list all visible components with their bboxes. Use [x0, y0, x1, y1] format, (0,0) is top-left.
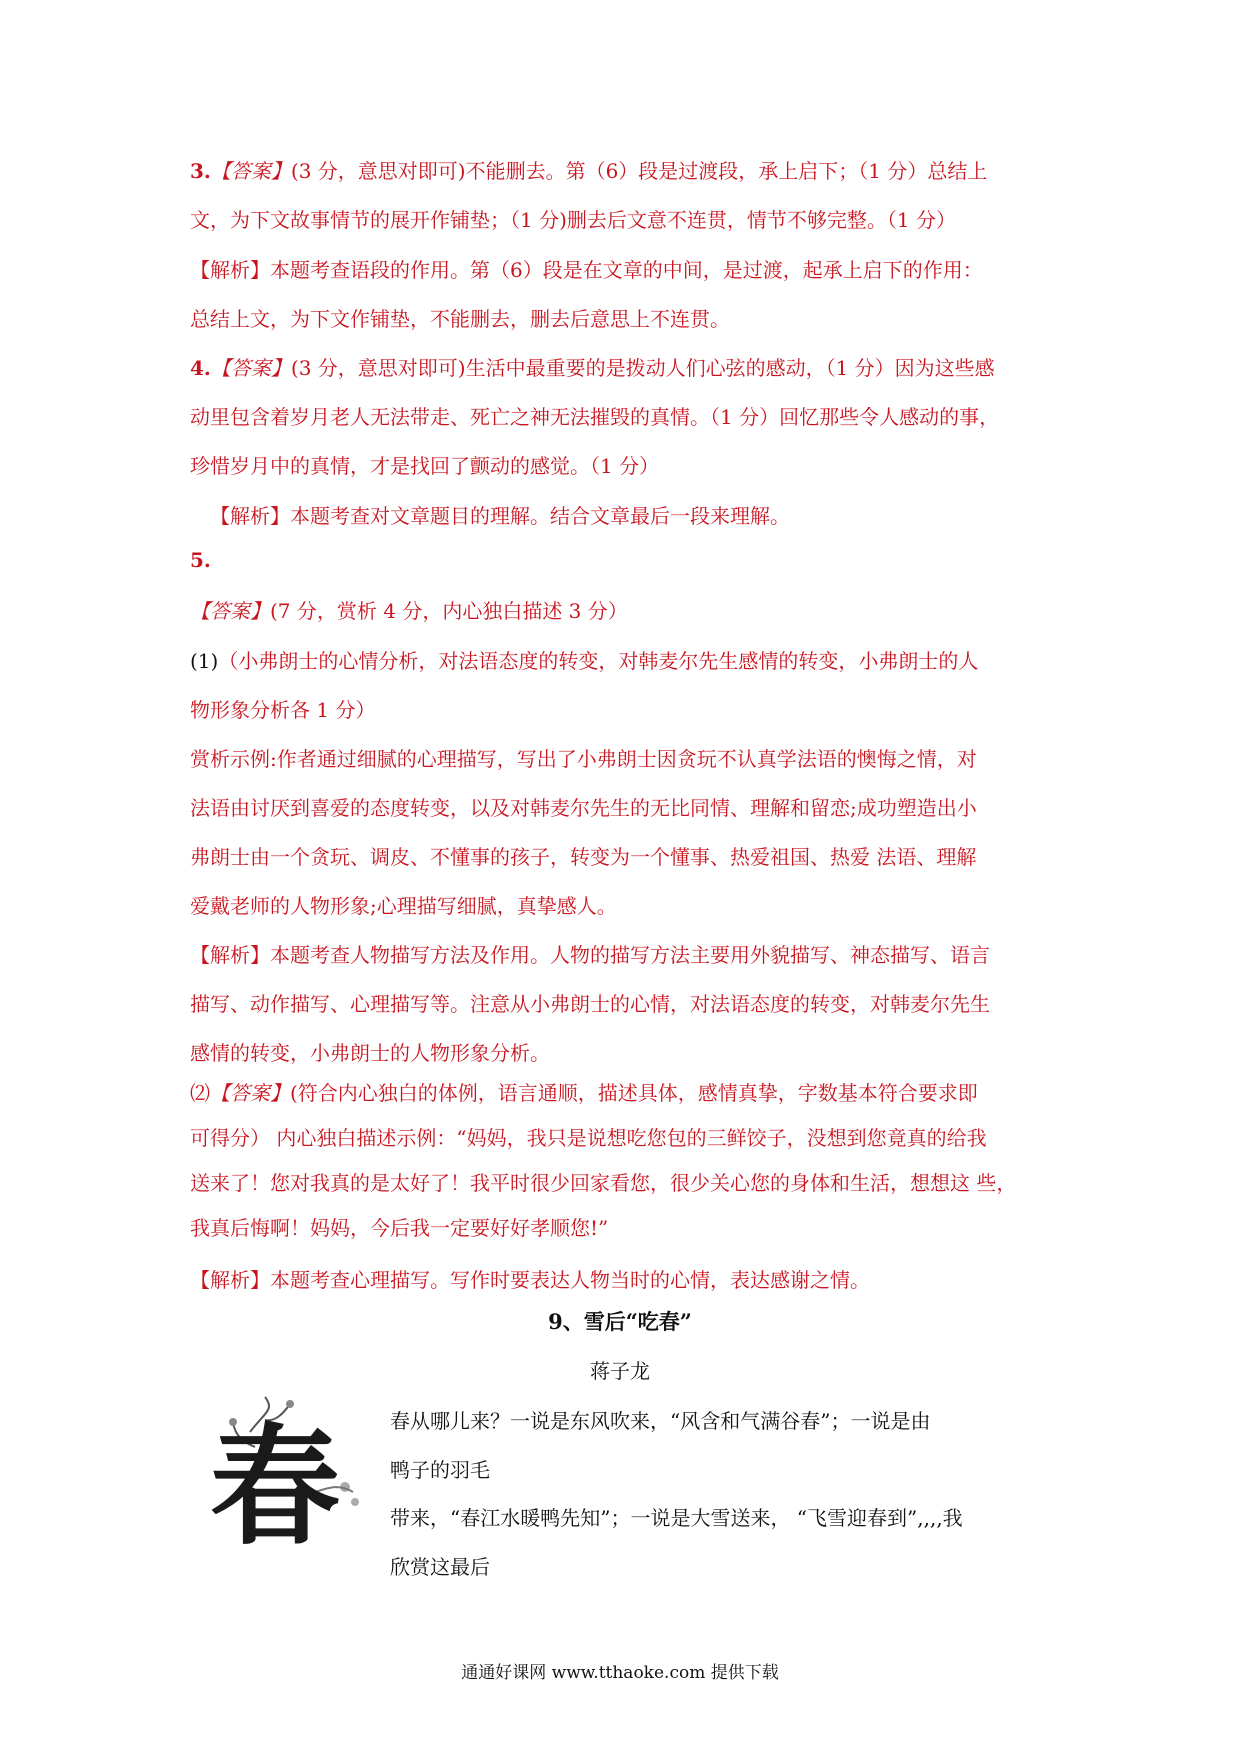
text: (符合内心独白的体例，语言通顺，描述具体，感情真挚，字数基本符合要求即: [290, 1081, 978, 1105]
chun-calligraphy-image: [195, 1392, 370, 1567]
q3-number: 3.: [190, 159, 211, 183]
q3-analysis-line2: 总结上文，为下文作铺垫，不能删去，删去后意思上不连贯。: [190, 307, 730, 331]
q5-p2-line3: 送来了！您对我真的是太好了！我平时很少回家看您，很少关心您的身体和生活，想想这 些，: [190, 1171, 1017, 1195]
q4-answer-line2: 动里包含着岁月老人无法带走、死亡之神无法摧毁的真情。（1 分）回忆那些令人感动的事，: [190, 405, 1000, 429]
answer-label: 【答案】: [190, 599, 270, 623]
text: 本题考查语段的作用。第（6）段是在文章的中间，是过渡，起承上启下的作用：: [270, 258, 983, 282]
text: (7 分，赏析 4 分，内心独白描述 3 分）: [270, 599, 628, 623]
q5-analysis-line1: [190, 942, 1060, 968]
article-line4: 欣赏这最后: [390, 1555, 490, 1579]
sub-number: ⑵: [190, 1081, 210, 1105]
chun-character: 春: [209, 1410, 341, 1563]
q3-analysis-line1: [190, 257, 1060, 283]
q5-p2-line4: 我真后悔啊！妈妈，今后我一定要好好孝顺您!”: [190, 1216, 609, 1240]
q5-analysis-line3: 感情的转变，小弗朗士的人物形象分析。: [190, 1041, 550, 1065]
answer-label: 【答案】: [210, 1081, 290, 1105]
text: 本题考查对文章题目的理解。结合文章最后一段来理解。: [290, 504, 790, 528]
analysis-label: 【解析】: [190, 943, 270, 967]
q5-answer-line: [190, 598, 1060, 624]
q5-analysis-line2: 描写、动作描写、心理描写等。注意从小弗朗士的心情，对法语态度的转变，对韩麦尔先生: [190, 992, 990, 1016]
q5-example-line2: 法语由讨厌到喜爱的态度转变，以及对韩麦尔先生的无比同情、理解和留恋;成功塑造出小: [190, 796, 977, 820]
analysis-label: 【解析】: [210, 504, 290, 528]
text: (3 分，意思对即可)不能删去。第（6）段是过渡段，承上启下；（1 分）总结上: [290, 159, 988, 183]
text: 本题考查心理描写。写作时要表达人物当时的心情，表达感谢之情。: [270, 1268, 870, 1292]
article-line3: 带来，“春江水暖鸭先知”；一说是大雪送来， “飞雪迎春到”,,,,我: [390, 1506, 963, 1530]
analysis-label: 【解析】: [190, 258, 270, 282]
q3-answer-line2: 文，为下文故事情节的展开作铺垫；（1 分)删去后文意不连贯，情节不够完整。（1 分）: [190, 208, 956, 232]
q5-number: 5.: [190, 548, 211, 572]
q3-answer-line1: [190, 158, 1060, 184]
q4-answer-line1: [190, 355, 1060, 381]
analysis-label: 【解析】: [190, 1268, 270, 1292]
q5-example-line3: 弗朗士由一个贪玩、调皮、不懂事的孩子，转变为一个懂事、热爱祖国、热爱 法语、理解: [190, 845, 977, 869]
q5-p2-analysis: [190, 1267, 1060, 1293]
article-line2: 鸭子的羽毛: [390, 1458, 490, 1482]
q4-answer-line3: 珍惜岁月中的真情，才是找回了颤动的感觉。（1 分）: [190, 454, 660, 478]
chun-calligraphy-icon: [195, 1392, 370, 1567]
article-title: 9、雪后“吃春”: [548, 1309, 692, 1334]
text: (3 分，意思对即可)生活中最重要的是拨动人们心弦的感动，（1 分）因为这些感: [290, 356, 995, 380]
q5-p1-line1: [190, 648, 1060, 674]
answer-label: 【答案】: [210, 356, 291, 380]
q4-number: 4.: [190, 356, 211, 380]
q5-example-line1: 赏析示例:作者通过细腻的心理描写，写出了小弗朗士因贪玩不认真学法语的懊悔之情，对: [190, 747, 977, 771]
text: 本题考查人物描写方法及作用。人物的描写方法主要用外貌描写、神态描写、语言: [270, 943, 990, 967]
q5-p1-line2: 物形象分析各 1 分）: [190, 698, 376, 722]
article-author: 蒋子龙: [590, 1359, 650, 1383]
article-line1: 春从哪儿来？一说是东风吹来，“风含和气满谷春”；一说是由: [390, 1409, 931, 1433]
q5-example-line4: 爱戴老师的人物形象;心理描写细腻，真挚感人。: [190, 894, 617, 918]
sub-number: (1): [190, 649, 219, 673]
q4-analysis-line1: [210, 503, 1080, 529]
answer-label: 【答案】: [210, 159, 291, 183]
page-footer: 通通好课网 www.tthaoke.com 提供下载: [461, 1663, 779, 1683]
q5-p2-line2: 可得分） 内心独白描述示例：“妈妈，我只是说想吃您包的三鲜饺子，没想到您竟真的给我: [190, 1126, 987, 1150]
q5-p2-line1: [190, 1080, 1060, 1106]
text: （小弗朗士的心情分析，对法语态度的转变，对韩麦尔先生感情的转变，小弗朗士的人: [218, 649, 979, 673]
